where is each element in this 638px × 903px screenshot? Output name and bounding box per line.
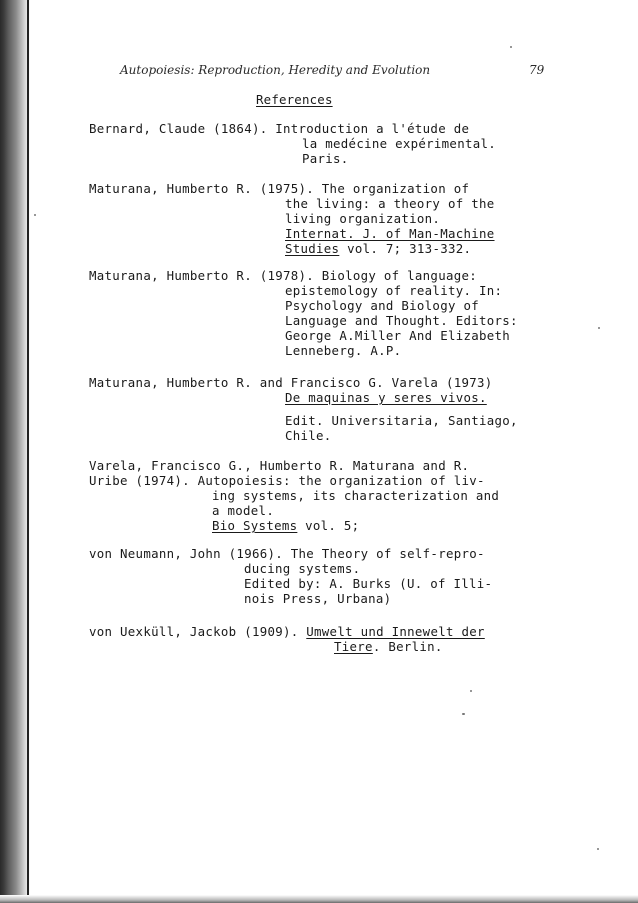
scan-speck bbox=[510, 46, 512, 48]
scan-shadow-left bbox=[0, 0, 30, 903]
reference-line: Varela, Francisco G., Humberto R. Maturana and R. bbox=[89, 458, 470, 473]
reference-line bbox=[89, 624, 485, 640]
reference-line: Lenneberg. A.P. bbox=[285, 343, 402, 358]
scan-speck bbox=[34, 214, 36, 216]
reference-line: la medécine expérimental. bbox=[302, 136, 496, 151]
reference-journal: Internat. J. of Man-Machine bbox=[285, 226, 495, 241]
reference-line bbox=[212, 518, 359, 534]
reference-line bbox=[285, 241, 471, 257]
reference-line: nois Press, Urbana) bbox=[244, 591, 392, 606]
reference-line: von Neumann, John (1966). The Theory of self-repro- bbox=[89, 546, 485, 561]
reference-place: . Berlin. bbox=[372, 639, 443, 654]
reference-line: Maturana, Humberto R. (1978). Biology of language: bbox=[89, 268, 477, 283]
reference-line: Paris. bbox=[302, 151, 349, 166]
reference-line: Maturana, Humberto R. and Francisco G. Varela (1973) bbox=[89, 375, 493, 390]
page-number: 79 bbox=[529, 63, 545, 77]
running-head-title: Autopoiesis: Reproduction, Heredity and Evolution bbox=[120, 63, 431, 77]
scan-speck bbox=[462, 713, 465, 715]
reference-line bbox=[334, 639, 443, 655]
reference-line: Language and Thought. Editors: bbox=[285, 313, 518, 328]
running-head bbox=[120, 63, 545, 77]
reference-line: living organization. bbox=[285, 211, 441, 226]
reference-line: Chile. bbox=[285, 428, 332, 443]
reference-line: Bernard, Claude (1864). Introduction a l'étude de bbox=[89, 121, 470, 136]
reference-line: ing systems, its characterization and bbox=[212, 488, 500, 503]
reference-line: the living: a theory of the bbox=[285, 196, 495, 211]
reference-volume: vol. 7; 313-332. bbox=[339, 241, 472, 256]
reference-line: George A.Miller And Elizabeth bbox=[285, 328, 511, 343]
reference-author-year: von Uexküll, Jackob (1909). bbox=[89, 624, 299, 639]
reference-line: Edit. Universitaria, Santiago, bbox=[285, 413, 518, 428]
reference-journal: Studies bbox=[285, 241, 340, 256]
reference-book-title: Tiere bbox=[334, 639, 373, 654]
reference-line: Edited by: A. Burks (U. of Illi- bbox=[244, 576, 493, 591]
reference-book-title: Umwelt und Innewelt der bbox=[306, 624, 485, 639]
reference-volume: vol. 5; bbox=[297, 518, 360, 533]
reference-book-title: De maquinas y seres vivos. bbox=[285, 390, 487, 405]
reference-line: ducing systems. bbox=[244, 561, 361, 576]
scan-shadow-bottom bbox=[0, 895, 638, 903]
reference-journal: Bio Systems bbox=[212, 518, 298, 533]
scan-speck bbox=[470, 690, 472, 692]
reference-line: Psychology and Biology of bbox=[285, 298, 479, 313]
reference-line: Uribe (1974). Autopoiesis: the organization of liv- bbox=[89, 473, 485, 488]
scan-speck bbox=[597, 848, 599, 850]
references-heading: References bbox=[256, 92, 333, 107]
scan-speck bbox=[598, 327, 600, 329]
reference-line: a model. bbox=[212, 503, 275, 518]
reference-line: epistemology of reality. In: bbox=[285, 283, 503, 298]
page-binding-edge bbox=[27, 0, 29, 903]
reference-line: Maturana, Humberto R. (1975). The organization of bbox=[89, 181, 470, 196]
